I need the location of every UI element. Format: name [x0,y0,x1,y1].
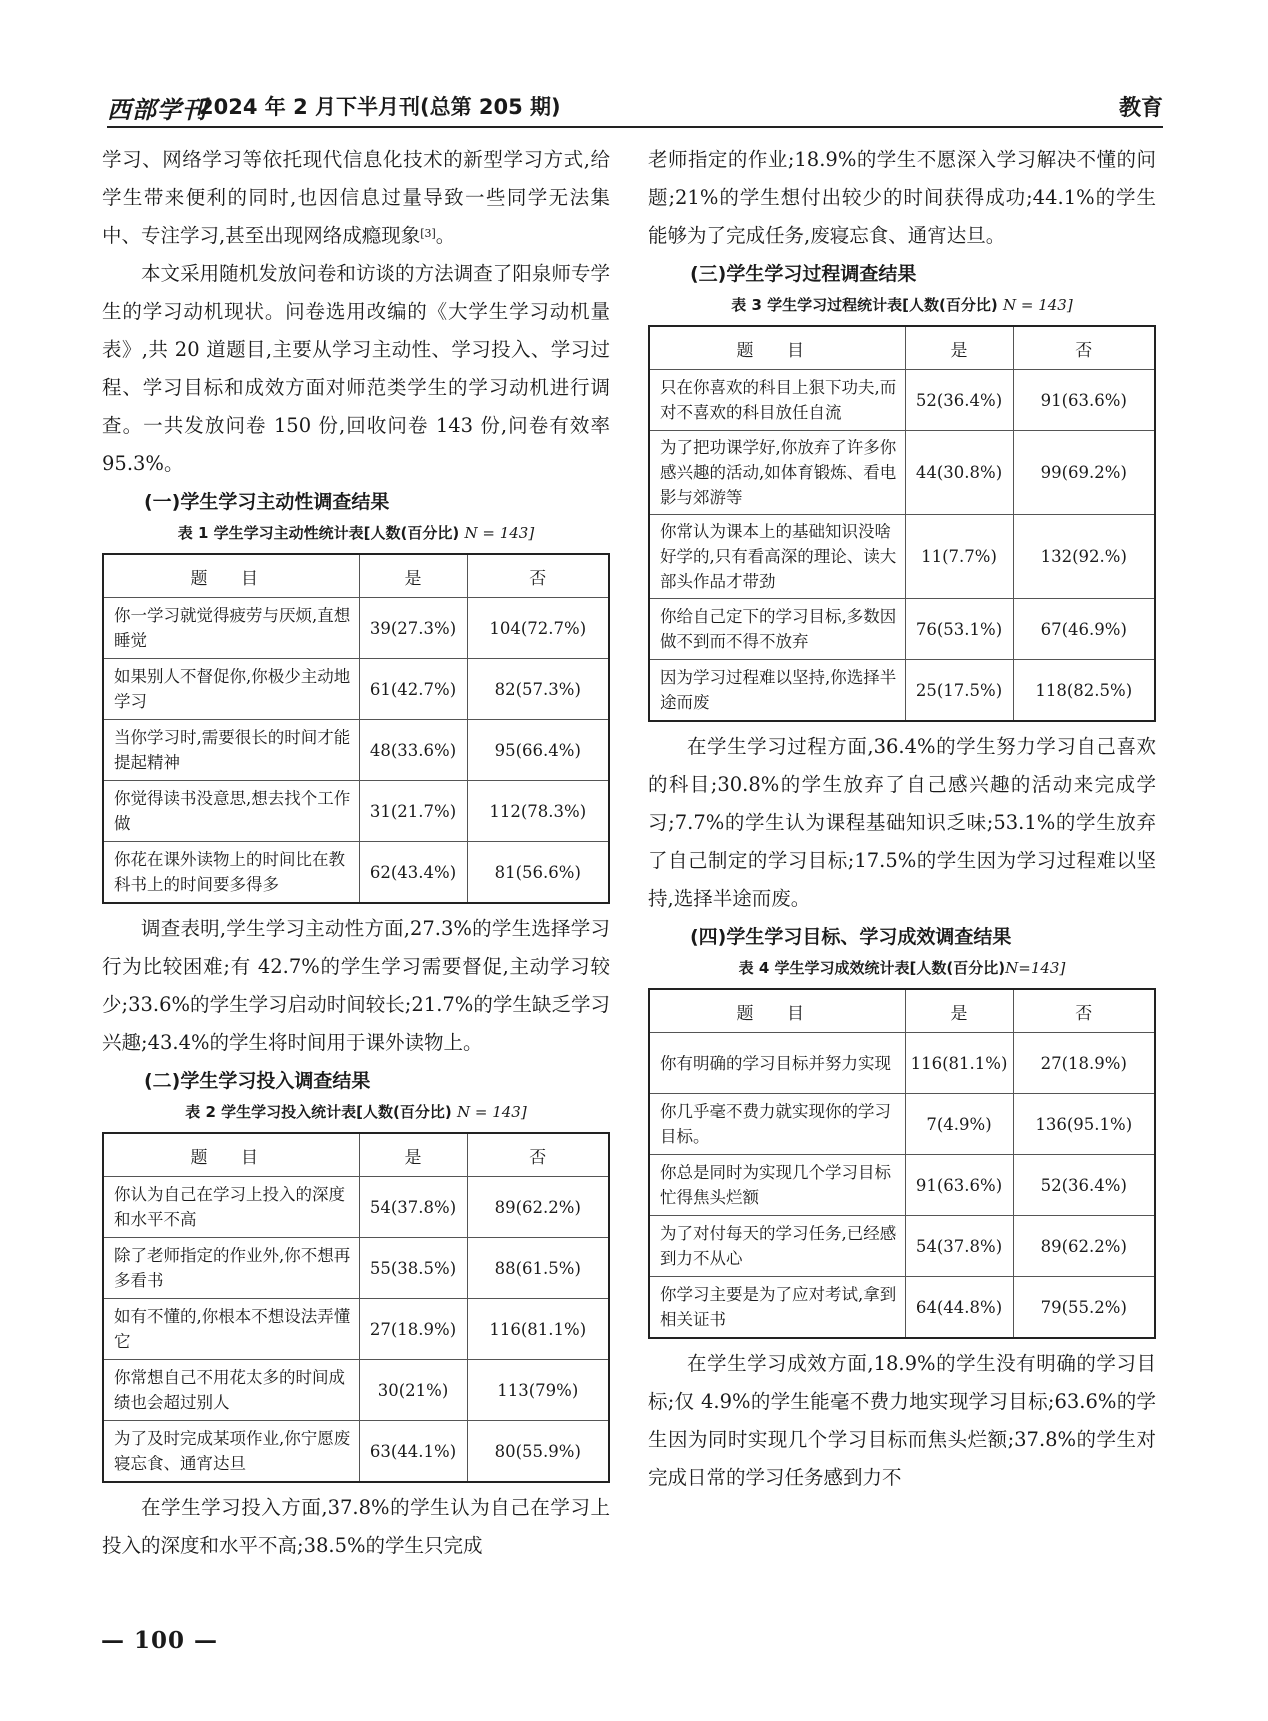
table-row [649,1155,1155,1216]
table-header-row [103,1133,609,1177]
caption-n: N = 143] [456,1103,527,1121]
paragraph-text: 。 [435,224,456,247]
table-2 [102,1132,610,1483]
no-cell: 27(18.9%) [1013,1033,1155,1094]
question-cell: 你学习主要是为了应对考试,拿到相关证书 [649,1277,905,1339]
yes-cell: 25(17.5%) [905,660,1013,722]
question-cell: 除了老师指定的作业外,你不想再多看书 [103,1238,359,1299]
caption-text: 表 1 学生学习主动性统计表[人数(百分比) [177,524,460,542]
no-cell: 136(95.1%) [1013,1094,1155,1155]
question-cell: 你总是同时为实现几个学习目标忙得焦头烂额 [649,1155,905,1216]
yes-cell: 54(37.8%) [905,1216,1013,1277]
caption-text: 表 4 学生学习成效统计表[人数(百分比) [738,959,1006,977]
section-heading: (二)学生学习投入调查结果 [144,1070,371,1092]
no-cell: 67(46.9%) [1013,599,1155,660]
yes-cell: 31(21.7%) [359,781,467,842]
no-cell: 112(78.3%) [467,781,609,842]
yes-cell: 91(63.6%) [905,1155,1013,1216]
yes-cell: 61(42.7%) [359,659,467,720]
paragraph-text: 学习、网络学习等依托现代信息化技术的新型学习方式,给学生带来便利的同时,也因信息过量导致一些同学无法集中、专注学习,甚至出现网络成瘾现象 [102,148,610,247]
caption-n: N = 143] [464,524,535,542]
header-no: 否 [1013,989,1155,1033]
no-cell: 99(69.2%) [1013,431,1155,515]
page-header [107,90,1163,124]
header-question: 题 目 [649,326,905,370]
question-cell: 你常想自己不用花太多的时间成绩也会超过别人 [103,1360,359,1421]
table-caption [102,1098,610,1126]
header-yes: 是 [905,989,1013,1033]
caption-n: N = 143] [1002,296,1073,314]
table-row [649,1094,1155,1155]
table-row [103,842,609,904]
yes-cell: 62(43.4%) [359,842,467,904]
question-cell: 你给自己定下的学习目标,多数因做不到而不得不放弃 [649,599,905,660]
yes-cell: 7(4.9%) [905,1094,1013,1155]
question-cell: 因为学习过程难以坚持,你选择半途而废 [649,660,905,722]
table-row [103,781,609,842]
table-4 [648,988,1156,1339]
paragraph: 在学生学习成效方面,18.9%的学生没有明确的学习目标;仅 4.9%的学生能毫不费力地实现学习目标;63.6%的学生因为同时实现几个学习目标而焦头烂额;37.8%的学生对完成日常的学习任务感到力不 [648,1352,1156,1489]
section-heading: (四)学生学习目标、学习成效调查结果 [690,926,1012,948]
section-heading: (三)学生学习过程调查结果 [690,263,917,285]
citation-ref: [3] [420,227,436,240]
table-caption [648,291,1156,319]
yes-cell: 39(27.3%) [359,598,467,659]
yes-cell: 63(44.1%) [359,1421,467,1483]
table-row [649,599,1155,660]
table-3 [648,325,1156,722]
yes-cell: 52(36.4%) [905,370,1013,431]
table-row [649,1033,1155,1094]
header-rule [107,126,1163,128]
table-row [649,660,1155,722]
paragraph: 在学生学习投入方面,37.8%的学生认为自己在学习上投入的深度和水平不高;38.5%的学生只完成 [102,1496,610,1557]
page-number: — 100 — [101,1627,219,1654]
no-cell: 80(55.9%) [467,1421,609,1483]
no-cell: 89(62.2%) [467,1177,609,1238]
table-row [649,1277,1155,1339]
no-cell: 118(82.5%) [1013,660,1155,722]
table-header-row [103,554,609,598]
paragraph: 本文采用随机发放问卷和访谈的方法调查了阳泉师专学生的学习动机现状。问卷选用改编的《大学生学习动机量表》,共 20 道题目,主要从学习主动性、学习投入、学习过程、学习目标和成效方面对师范类学生的学习动机进行调查。一共发放问卷 150 份,回收问卷 143 份,问卷有效率 95.3%。 [102,262,610,475]
caption-n: N=143] [1005,959,1066,977]
header-yes: 是 [359,554,467,598]
table-row [103,720,609,781]
section-name: 教育 [1118,96,1163,121]
header-no: 否 [467,1133,609,1177]
question-cell: 只在你喜欢的科目上狠下功夫,而对不喜欢的科目放任自流 [649,370,905,431]
table-row [103,1360,609,1421]
yes-cell: 11(7.7%) [905,515,1013,599]
no-cell: 81(56.6%) [467,842,609,904]
header-question: 题 目 [649,989,905,1033]
table-row [103,1299,609,1360]
paragraph: 在学生学习过程方面,36.4%的学生努力学习自己喜欢的科目;30.8%的学生放弃了自己感兴趣的活动来完成学习;7.7%的学生认为课程基础知识乏味;53.1%的学生放弃了自己制定的学习目标;17.5%的学生因为学习过程难以坚持,选择半途而废。 [648,735,1156,910]
no-cell: 104(72.7%) [467,598,609,659]
table-row [649,370,1155,431]
question-cell: 你一学习就觉得疲劳与厌烦,直想睡觉 [103,598,359,659]
no-cell: 132(92.%) [1013,515,1155,599]
header-question: 题 目 [103,554,359,598]
question-cell: 为了把功课学好,你放弃了许多你感兴趣的活动,如体育锻炼、看电影与郊游等 [649,431,905,515]
table-1 [102,553,610,904]
yes-cell: 55(38.5%) [359,1238,467,1299]
right-column [648,141,1156,1497]
table-row [103,1177,609,1238]
question-cell: 当你学习时,需要很长的时间才能提起精神 [103,720,359,781]
header-yes: 是 [359,1133,467,1177]
yes-cell: 116(81.1%) [905,1033,1013,1094]
table-row [103,1238,609,1299]
no-cell: 91(63.6%) [1013,370,1155,431]
header-no: 否 [1013,326,1155,370]
no-cell: 89(62.2%) [1013,1216,1155,1277]
table-row [103,659,609,720]
table-row [649,1216,1155,1277]
caption-text: 表 3 学生学习过程统计表[人数(百分比) [731,296,998,314]
question-cell: 为了对付每天的学习任务,已经感到力不从心 [649,1216,905,1277]
table-row [103,598,609,659]
paragraph: 老师指定的作业;18.9%的学生不愿深入学习解决不懂的问题;21%的学生想付出较少的时间获得成功;44.1%的学生能够为了完成任务,废寝忘食、通宵达旦。 [648,148,1156,247]
question-cell: 你觉得读书没意思,想去找个工作做 [103,781,359,842]
header-no: 否 [467,554,609,598]
no-cell: 113(79%) [467,1360,609,1421]
yes-cell: 44(30.8%) [905,431,1013,515]
no-cell: 52(36.4%) [1013,1155,1155,1216]
yes-cell: 30(21%) [359,1360,467,1421]
question-cell: 你常认为课本上的基础知识没啥好学的,只有看高深的理论、读大部头作品才带劲 [649,515,905,599]
paragraph: 调查表明,学生学习主动性方面,27.3%的学生选择学习行为比较困难;有 42.7%的学生学习需要督促,主动学习较少;33.6%的学生学习启动时间较长;21.7%的学生缺乏学习兴趣;43.4%的学生将时间用于课外读物上。 [102,917,610,1054]
table-header-row [649,326,1155,370]
header-yes: 是 [905,326,1013,370]
table-header-row [649,989,1155,1033]
section-heading: (一)学生学习主动性调查结果 [144,491,390,513]
table-caption [648,954,1156,982]
header-question: 题 目 [103,1133,359,1177]
no-cell: 82(57.3%) [467,659,609,720]
no-cell: 116(81.1%) [467,1299,609,1360]
question-cell: 你认为自己在学习上投入的深度和水平不高 [103,1177,359,1238]
yes-cell: 48(33.6%) [359,720,467,781]
no-cell: 88(61.5%) [467,1238,609,1299]
journal-logo: 西部学刊 [107,95,207,124]
question-cell: 为了及时完成某项作业,你宁愿废寝忘食、通宵达旦 [103,1421,359,1483]
yes-cell: 64(44.8%) [905,1277,1013,1339]
left-column [102,141,610,1565]
question-cell: 你几乎毫不费力就实现你的学习目标。 [649,1094,905,1155]
question-cell: 你有明确的学习目标并努力实现 [649,1033,905,1094]
yes-cell: 54(37.8%) [359,1177,467,1238]
question-cell: 如有不懂的,你根本不想设法弄懂它 [103,1299,359,1360]
caption-text: 表 2 学生学习投入统计表[人数(百分比) [185,1103,452,1121]
yes-cell: 76(53.1%) [905,599,1013,660]
table-row [649,431,1155,515]
question-cell: 你花在课外读物上的时间比在教科书上的时间要多得多 [103,842,359,904]
table-row [103,1421,609,1483]
yes-cell: 27(18.9%) [359,1299,467,1360]
table-row [649,515,1155,599]
no-cell: 79(55.2%) [1013,1277,1155,1339]
issue-info: 2024 年 2 月下半月刊(总第 205 期) [199,95,561,119]
question-cell: 如果别人不督促你,你极少主动地学习 [103,659,359,720]
no-cell: 95(66.4%) [467,720,609,781]
table-caption [102,519,610,547]
paragraph [102,141,610,255]
